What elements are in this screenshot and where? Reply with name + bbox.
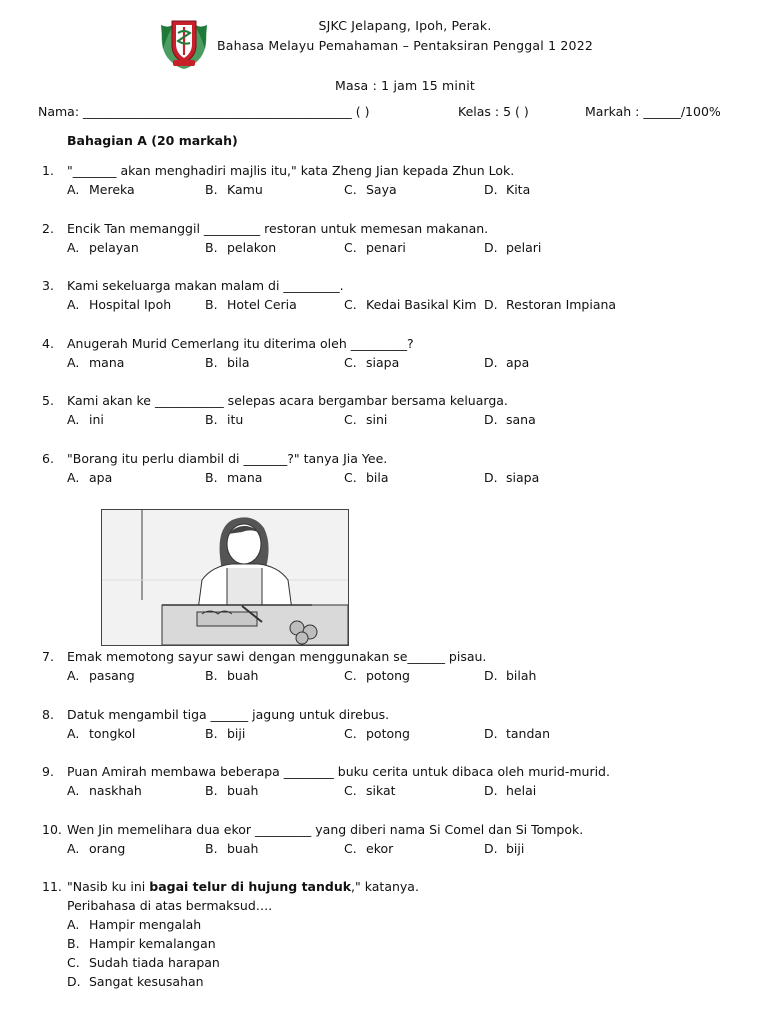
option-text: apa	[506, 355, 530, 370]
option-letter: C.	[344, 470, 357, 485]
option-letter: D.	[484, 783, 498, 798]
option-text: orang	[89, 841, 126, 856]
option-text: biji	[227, 726, 246, 741]
option-text: naskhah	[89, 783, 142, 798]
question-number: 8.	[42, 707, 54, 722]
option-b[interactable]	[205, 182, 263, 197]
school-name: SJKC Jelapang, Ipoh, Perak.	[318, 18, 492, 33]
question-number: 5.	[42, 393, 54, 408]
option-letter: C.	[344, 668, 357, 683]
option-c[interactable]	[344, 355, 399, 370]
option-a[interactable]	[67, 297, 171, 312]
question-1	[42, 163, 742, 201]
option-letter: A.	[67, 726, 80, 741]
question-text	[67, 879, 419, 894]
option-text: Kedai Basikal Kim	[366, 297, 477, 312]
question-text: Wen Jin memelihara dua ekor _________ yang diberi nama Si Comel dan Si Tompok.	[67, 822, 584, 837]
question-subtext: Peribahasa di atas bermaksud….	[67, 898, 273, 913]
option-row	[67, 240, 747, 258]
option-d[interactable]	[484, 297, 616, 312]
option-text: Hampir mengalah	[89, 917, 202, 932]
option-letter: D.	[484, 297, 498, 312]
option-text: siapa	[366, 355, 400, 370]
option-letter: B.	[205, 412, 218, 427]
option-letter: A.	[67, 917, 80, 932]
option-c[interactable]	[67, 955, 220, 974]
option-letter: D.	[484, 412, 498, 427]
option-d[interactable]	[484, 240, 541, 255]
option-letter: B.	[67, 936, 80, 951]
question-7	[42, 649, 742, 687]
option-letter: C.	[344, 412, 357, 427]
option-d[interactable]	[484, 470, 539, 485]
option-text: pasang	[89, 668, 135, 683]
option-letter: B.	[205, 783, 218, 798]
question-9	[42, 764, 742, 802]
option-letter: A.	[67, 783, 80, 798]
question-text: "Borang itu perlu diambil di _______?" tanya Jia Yee.	[67, 451, 388, 466]
option-letter: A.	[67, 412, 80, 427]
option-text: apa	[89, 470, 113, 485]
option-row	[67, 470, 747, 488]
option-c[interactable]	[344, 297, 477, 312]
option-b[interactable]	[205, 470, 262, 485]
option-d[interactable]	[484, 668, 536, 683]
option-b[interactable]	[205, 412, 243, 427]
option-c[interactable]	[344, 470, 389, 485]
option-text: biji	[506, 841, 525, 856]
question-text: "_______ akan menghadiri majlis itu," kata Zheng Jian kepada Zhun Lok.	[67, 163, 515, 178]
option-d[interactable]	[484, 726, 550, 741]
option-a[interactable]	[67, 412, 104, 427]
question-5	[42, 393, 742, 431]
option-text: buah	[227, 668, 259, 683]
option-c[interactable]	[344, 240, 406, 255]
option-text: sana	[506, 412, 536, 427]
option-text: Hampir kemalangan	[89, 936, 216, 951]
question-4	[42, 336, 742, 374]
option-a[interactable]	[67, 783, 142, 798]
mark-field-label: Markah : ______/100%	[585, 104, 721, 119]
question-text: Emak memotong sayur sawi dengan menggunakan se______ pisau.	[67, 649, 487, 664]
option-letter: B.	[205, 726, 218, 741]
option-a[interactable]	[67, 841, 125, 856]
option-a[interactable]	[67, 917, 220, 936]
question-text-start: "Nasib ku ini	[67, 879, 150, 894]
option-letter: A.	[67, 240, 80, 255]
option-row	[67, 355, 747, 373]
option-text: Kamu	[227, 182, 263, 197]
option-letter: A.	[67, 297, 80, 312]
option-text: tongkol	[89, 726, 136, 741]
option-letter: A.	[67, 355, 80, 370]
option-row	[67, 726, 747, 744]
proverb-text: bagai telur di hujung tanduk	[149, 879, 352, 894]
option-list	[67, 917, 220, 993]
question-number: 1.	[42, 163, 54, 178]
question-text: Datuk mengambil tiga ______ jagung untuk direbus.	[67, 707, 390, 722]
question-text: Kami sekeluarga makan malam di _________.	[67, 278, 344, 293]
option-c[interactable]	[344, 668, 410, 683]
option-letter: D.	[484, 841, 498, 856]
option-text: pelakon	[227, 240, 277, 255]
option-row	[67, 412, 747, 430]
option-letter: D.	[484, 470, 498, 485]
option-text: ini	[89, 412, 104, 427]
question-number: 6.	[42, 451, 54, 466]
option-letter: A.	[67, 470, 80, 485]
option-text: buah	[227, 783, 259, 798]
option-letter: A.	[67, 182, 80, 197]
option-d[interactable]	[484, 783, 536, 798]
name-field-label: Nama: ___________________________________________ ( )	[38, 104, 370, 119]
option-letter: D.	[484, 355, 498, 370]
option-text: siapa	[506, 470, 540, 485]
option-text: Sudah tiada harapan	[89, 955, 220, 970]
option-letter: C.	[344, 182, 357, 197]
exam-subject: Bahasa Melayu Pemahaman – Pentaksiran Penggal 1 2022	[216, 38, 594, 53]
option-text: Mereka	[89, 182, 135, 197]
option-letter: D.	[484, 668, 498, 683]
option-letter: B.	[205, 182, 218, 197]
option-a[interactable]	[67, 182, 135, 197]
option-text: mana	[89, 355, 125, 370]
option-letter: C.	[344, 841, 357, 856]
option-a[interactable]	[67, 668, 135, 683]
exam-time: Masa : 1 jam 15 minit	[334, 78, 475, 93]
option-c[interactable]	[344, 783, 396, 798]
option-text: sikat	[366, 783, 396, 798]
option-letter: C.	[67, 955, 80, 970]
option-text: Saya	[366, 182, 397, 197]
woman-cutting-vegetables-illustration	[101, 509, 349, 646]
option-text: bila	[227, 355, 250, 370]
option-row	[67, 783, 747, 801]
option-text: Restoran Impiana	[506, 297, 617, 312]
question-number: 4.	[42, 336, 54, 351]
option-letter: D.	[484, 726, 498, 741]
option-c[interactable]	[344, 726, 410, 741]
option-text: itu	[227, 412, 244, 427]
option-letter: B.	[205, 297, 218, 312]
option-text: sini	[366, 412, 388, 427]
option-letter: A.	[67, 841, 80, 856]
question-number: 3.	[42, 278, 54, 293]
question-number: 11.	[42, 879, 62, 894]
option-letter: C.	[344, 726, 357, 741]
option-text: Kita	[506, 182, 531, 197]
question-number: 9.	[42, 764, 54, 779]
option-a[interactable]	[67, 240, 139, 255]
option-text: bilah	[506, 668, 537, 683]
option-b[interactable]	[205, 668, 258, 683]
option-b[interactable]	[205, 726, 245, 741]
option-c[interactable]	[344, 412, 387, 427]
option-a[interactable]	[67, 470, 112, 485]
option-row	[67, 297, 747, 315]
option-b[interactable]	[205, 355, 250, 370]
question-text: Kami akan ke ___________ selepas acara bergambar bersama keluarga.	[67, 393, 508, 408]
option-d[interactable]	[484, 412, 536, 427]
option-text: Hospital Ipoh	[89, 297, 172, 312]
question-text-end: ," katanya.	[351, 879, 419, 894]
class-field-label: Kelas : 5 ( )	[458, 104, 529, 119]
option-row	[67, 182, 747, 200]
option-letter: A.	[67, 668, 80, 683]
option-c[interactable]	[344, 182, 397, 197]
option-letter: C.	[344, 240, 357, 255]
option-letter: B.	[205, 240, 218, 255]
option-text: potong	[366, 668, 410, 683]
option-b[interactable]	[205, 841, 258, 856]
option-text: Hotel Ceria	[227, 297, 297, 312]
option-b[interactable]	[205, 783, 258, 798]
question-text: Puan Amirah membawa beberapa ________ buku cerita untuk dibaca oleh murid-murid.	[67, 764, 610, 779]
option-letter: D.	[484, 240, 498, 255]
option-text: penari	[366, 240, 406, 255]
option-a[interactable]	[67, 726, 135, 741]
question-text: Anugerah Murid Cemerlang itu diterima oleh _________?	[67, 336, 414, 351]
option-b[interactable]	[205, 240, 276, 255]
option-letter: D.	[67, 974, 81, 989]
option-text: Sangat kesusahan	[89, 974, 204, 989]
question-text: Encik Tan memanggil _________ restoran untuk memesan makanan.	[67, 221, 489, 236]
option-letter: D.	[484, 182, 498, 197]
option-b[interactable]	[67, 936, 220, 955]
option-d[interactable]	[484, 182, 530, 197]
option-text: buah	[227, 841, 259, 856]
option-letter: C.	[344, 297, 357, 312]
option-letter: C.	[344, 783, 357, 798]
option-c[interactable]	[344, 841, 393, 856]
option-letter: C.	[344, 355, 357, 370]
option-d[interactable]	[484, 355, 529, 370]
question-8	[42, 707, 742, 745]
question-2	[42, 221, 742, 259]
question-11	[42, 879, 742, 999]
option-letter: B.	[205, 470, 218, 485]
option-text: potong	[366, 726, 410, 741]
question-3	[42, 278, 742, 316]
option-row	[67, 841, 747, 859]
option-text: bila	[366, 470, 389, 485]
option-letter: B.	[205, 841, 218, 856]
option-text: pelari	[506, 240, 542, 255]
option-text: helai	[506, 783, 537, 798]
section-title: Bahagian A (20 markah)	[67, 133, 238, 148]
option-d[interactable]	[67, 974, 220, 993]
option-row	[67, 668, 747, 686]
question-number: 2.	[42, 221, 54, 236]
option-text: mana	[227, 470, 263, 485]
question-number: 7.	[42, 649, 54, 664]
question-10	[42, 822, 742, 860]
question-6	[42, 451, 742, 489]
option-d[interactable]	[484, 841, 524, 856]
option-letter: B.	[205, 355, 218, 370]
question-number: 10.	[42, 822, 62, 837]
option-text: pelayan	[89, 240, 139, 255]
option-letter: B.	[205, 668, 218, 683]
option-a[interactable]	[67, 355, 124, 370]
option-text: tandan	[506, 726, 551, 741]
option-text: ekor	[366, 841, 394, 856]
option-b[interactable]	[205, 297, 297, 312]
